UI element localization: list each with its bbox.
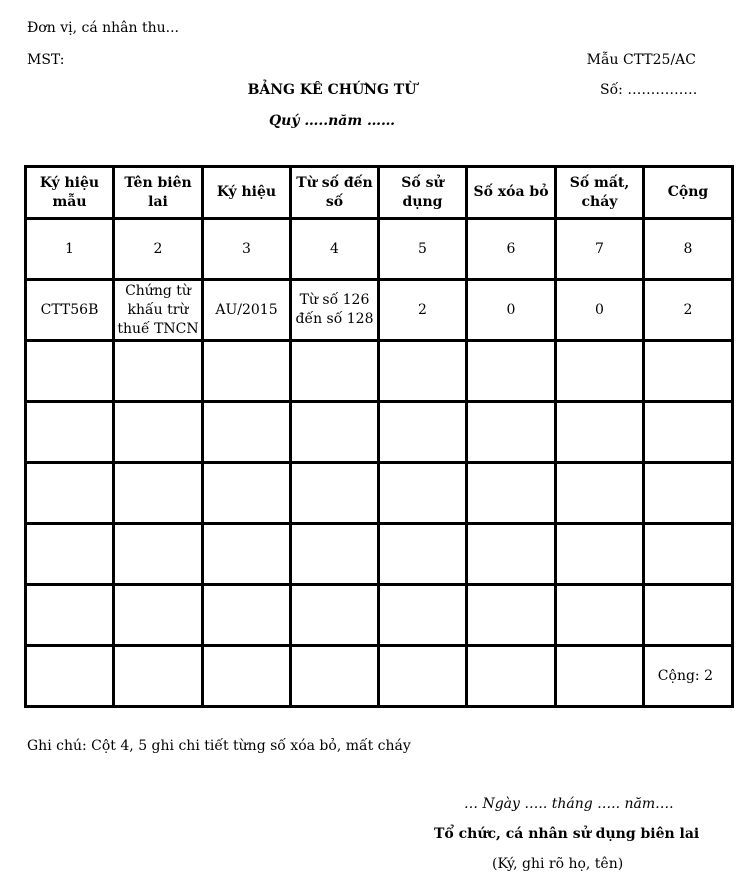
tax-code-label: MST: xyxy=(27,52,65,68)
column-number: 5 xyxy=(379,219,467,280)
col-header-cancelled: Số xóa bỏ xyxy=(467,167,556,219)
col-header-total: Cộng xyxy=(644,167,733,219)
empty-table-row xyxy=(26,341,733,402)
column-number: 6 xyxy=(467,219,556,280)
col-header-form-symbol: Ký hiệu mẫu xyxy=(26,167,114,219)
column-number: 2 xyxy=(114,219,203,280)
column-number: 7 xyxy=(556,219,644,280)
empty-table-row xyxy=(26,585,733,646)
signature-instruction: (Ký, ghi rõ họ, tên) xyxy=(492,856,624,872)
column-number: 1 xyxy=(26,219,114,280)
column-number-row xyxy=(26,219,733,280)
document-number-label: Số: …………… xyxy=(600,82,698,98)
voucher-table xyxy=(24,165,734,708)
col-header-lost: Số mất, cháy xyxy=(556,167,644,219)
cell-series: AU/2015 xyxy=(203,280,291,341)
column-number: 3 xyxy=(203,219,291,280)
cell-cancelled: 0 xyxy=(467,280,556,341)
grand-total: Cộng: 2 xyxy=(644,646,733,707)
column-number: 8 xyxy=(644,219,733,280)
signature-date-line: … Ngày ….. tháng ….. năm…. xyxy=(464,796,674,812)
empty-table-row xyxy=(26,402,733,463)
footnote: Ghi chú: Cột 4, 5 ghi chi tiết từng số xóa bỏ, mất cháy xyxy=(27,738,411,754)
cell-receipt-name: Chứng từ khấu trừ thuế TNCN xyxy=(114,280,203,341)
cell-lost: 0 xyxy=(556,280,644,341)
cell-number-range: Từ số 126 đến số 128 xyxy=(291,280,379,341)
header-row xyxy=(26,167,733,219)
cell-total: 2 xyxy=(644,280,733,341)
col-header-series: Ký hiệu xyxy=(203,167,291,219)
cell-form-symbol: CTT56B xyxy=(26,280,114,341)
signer-title: Tổ chức, cá nhân sử dụng biên lai xyxy=(434,826,700,842)
issuing-unit-label: Đơn vị, cá nhân thu... xyxy=(27,20,179,36)
empty-table-row xyxy=(26,524,733,585)
col-header-number-range: Từ số đến số xyxy=(291,167,379,219)
form-code: Mẫu CTT25/AC xyxy=(586,52,696,68)
report-period: Quý …..năm …… xyxy=(268,113,396,129)
total-row xyxy=(26,646,733,707)
page-title: BẢNG KÊ CHỨNG TỪ xyxy=(247,82,417,98)
column-number: 4 xyxy=(291,219,379,280)
empty-table-row xyxy=(26,463,733,524)
col-header-receipt-name: Tên biên lai xyxy=(114,167,203,219)
cell-used: 2 xyxy=(379,280,467,341)
col-header-used: Số sử dụng xyxy=(379,167,467,219)
table-row xyxy=(26,280,733,341)
